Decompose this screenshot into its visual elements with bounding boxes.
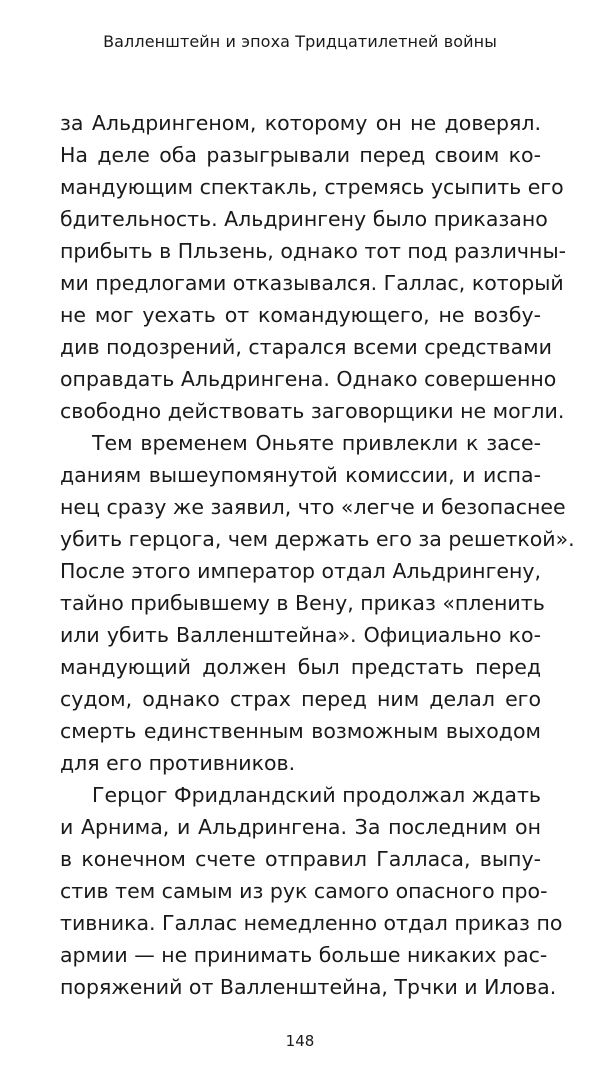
text-line-paragraph-start: Герцог Фридландский продолжал ждать <box>92 783 541 807</box>
text-line: тайно прибывшему в Вену, приказ «пленить <box>60 591 545 615</box>
text-line: мандующим спектакль, стремясь усыпить его <box>60 175 564 199</box>
text-line: стив тем самым из рук самого опасного про- <box>60 879 548 903</box>
text-line: ми предлогами отказывался. Галлас, который <box>60 271 564 295</box>
running-header: Валленштейн и эпоха Тридцатилетней войны <box>103 32 497 51</box>
text-line-paragraph-end: свободно действовать заговорщики не могли. <box>60 399 565 423</box>
text-line: в конечном счете отправил Галласа, выпу- <box>60 847 541 871</box>
text-line: даниям вышеупомянутой комиссии, и испа- <box>60 463 541 487</box>
text-line: армии — не принимать больше никаких рас- <box>60 943 548 967</box>
text-line: смерть единственным возможным выходом <box>60 719 541 743</box>
page-number: 148 <box>285 1032 315 1050</box>
text-line: за Альдрингеном, которому он не доверял. <box>60 111 541 135</box>
text-line: оправдать Альдрингена. Однако совершенно <box>60 367 557 391</box>
text-line: и Арнима, и Альдрингена. За последним он <box>60 815 541 839</box>
text-line: мандующий должен был предстать перед <box>60 655 541 679</box>
text-line: На деле оба разыгрывали перед своим ко- <box>60 143 541 167</box>
text-line: или убить Валленштейна». Официально ко- <box>60 623 541 647</box>
text-line: После этого император отдал Альдрингену, <box>60 559 541 583</box>
text-line: поряжений от Валленштейна, Трчки и Илова. <box>60 975 557 999</box>
text-line: убить герцога, чем держать его за решеткой». <box>60 527 575 551</box>
text-line: див подозрений, старался всеми средствами <box>60 335 552 359</box>
body-text <box>60 107 575 1003</box>
text-line: прибыть в Пльзень, однако тот под различны- <box>60 239 567 263</box>
text-line: бдительность. Альдрингену было приказано <box>60 207 548 231</box>
text-line: нец сразу же заявил, что «легче и безопаснее <box>60 495 566 519</box>
text-line: судом, однако страх перед ним делал его <box>60 687 541 711</box>
text-line-paragraph-end: для его противников. <box>60 751 296 775</box>
text-line: не мог уехать от командующего, не возбу- <box>60 303 541 327</box>
text-line: тивника. Галлас немедленно отдал приказ по <box>60 911 563 935</box>
text-line-paragraph-start: Тем временем Оньяте привлекли к засе- <box>92 431 541 455</box>
